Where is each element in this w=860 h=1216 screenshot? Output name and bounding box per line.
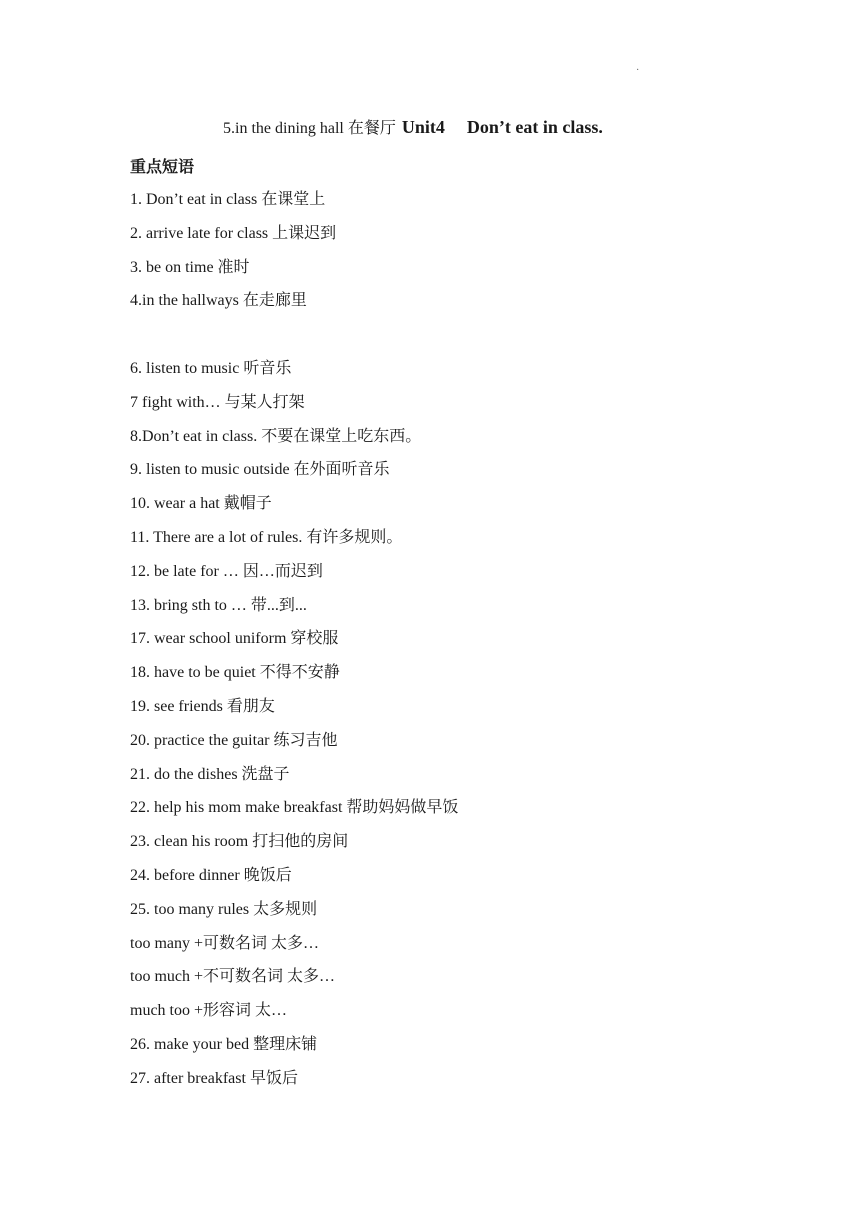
misplaced-phrase-5: 5.in the dining hall 在餐厅 [223,120,396,137]
phrase-item: 10. wear a hat 戴帽子 [130,495,272,513]
phrase-item: 24. before dinner 晚饭后 [130,866,292,884]
unit-number: Unit4 [401,117,445,137]
phrase-item: 3. be on time 准时 [130,258,250,276]
phrase-item: 8.Don’t eat in class. 不要在课堂上吃东西。 [130,427,422,445]
phrase-item: 18. have to be quiet 不得不安静 [130,664,340,682]
phrase-item: 4.in the hallways 在走廊里 [130,292,307,310]
phrase-item: 17. wear school uniform 穿校服 [130,630,339,648]
phrase-item: 26. make your bed 整理床铺 [130,1035,318,1053]
phrase-item: much too +形容词 太… [130,1002,288,1020]
phrase-item: 13. bring sth to … 带...到... [130,596,307,614]
blank-line [130,324,458,358]
section-heading: 重点短语 [130,157,195,176]
page-title [223,116,603,140]
phrase-item: 1. Don’t eat in class 在课堂上 [130,191,326,208]
phrase-item: 22. help his mom make breakfast 帮助妈妈做早饭 [130,799,459,817]
phrase-item: 27. after breakfast 早饭后 [130,1069,298,1087]
phrase-item: 19. see friends 看朋友 [130,697,275,715]
phrase-item: 23. clean his room 打扫他的房间 [130,833,349,851]
phrase-item: 11. There are a lot of rules. 有许多规则。 [130,528,403,546]
phrase-item: 25. too many rules 太多规则 [130,900,318,918]
phrase-item: 9. listen to music outside 在外面听音乐 [130,461,390,479]
phrase-item: too much +不可数名词 太多… [130,968,336,986]
phrase-item: 21. do the dishes 洗盘子 [130,765,290,783]
phrase-list [130,189,458,1102]
phrase-item: 6. listen to music 听音乐 [130,359,292,377]
phrase-item: too many +可数名词 太多… [130,934,320,952]
corner-mark: · [636,65,640,76]
phrase-item: 2. arrive late for class 上课迟到 [130,224,337,242]
phrase-item: 20. practice the guitar 练习吉他 [130,731,338,749]
unit-title: Don’t eat in class. [466,117,603,137]
phrase-item: 7 fight with… 与某人打架 [130,393,305,411]
phrase-item: 12. be late for … 因…而迟到 [130,562,323,580]
